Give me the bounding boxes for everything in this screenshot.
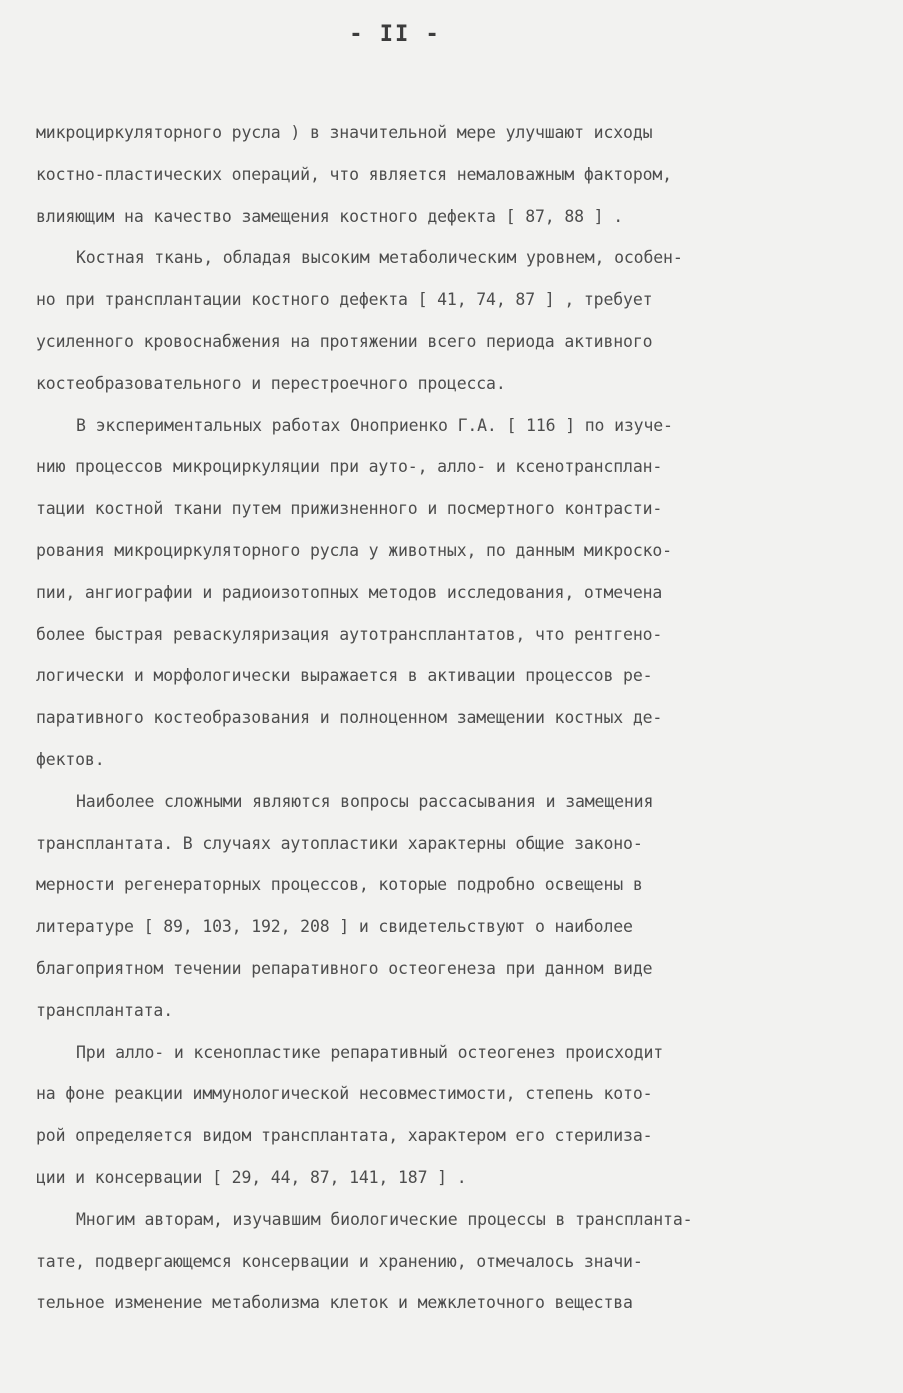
text-line: литературе [ 89, 103, 192, 208 ] и свидетельствуют о наиболее — [36, 917, 633, 937]
text-line: рой определяется видом трансплантата, характером его стерилиза- — [36, 1126, 653, 1146]
text-line: тации костной ткани путем прижизненного и посмертного контрасти- — [36, 499, 663, 519]
text-line: но при трансплантации костного дефекта [ 41, 74, 87 ] , требует — [36, 290, 653, 310]
paragraph-first-line: Костная ткань, обладая высоким метаболическим уровнем, особен- — [76, 248, 683, 268]
text-line: благоприятном течении репаративного остеогенеза при данном виде — [36, 958, 653, 978]
text-line: ции и консервации [ 29, 44, 87, 141, 187 ] . — [36, 1167, 467, 1187]
paragraph-first-line: При алло- и ксенопластике репаративный остеогенез происходит — [76, 1042, 664, 1062]
text-line: усиленного кровоснабжения на протяжении всего периода активного — [36, 331, 653, 351]
text-line: тельное изменение метаболизма клеток и межклеточного вещества — [36, 1293, 633, 1313]
body-text — [36, 112, 876, 1324]
text-line: костеобразовательного и перестроечного процесса. — [36, 373, 506, 393]
text-line: паративного костеобразования и полноценном замещении костных де- — [36, 708, 663, 728]
paragraph-first-line: В экспериментальных работах Оноприенко Г.А. [ 116 ] по изуче- — [76, 415, 673, 435]
page-number: - II - — [349, 22, 441, 47]
paragraph-first-line: Многим авторам, изучавшим биологические процессы в транспланта- — [76, 1209, 693, 1229]
text-line: логически и морфологически выражается в активации процессов ре- — [36, 666, 653, 686]
paragraph-first-line: Наиболее сложными являются вопросы рассасывания и замещения — [76, 791, 654, 811]
text-line: микроциркуляторного русла ) в значительной мере улучшают исходы — [36, 123, 653, 142]
text-line: более быстрая реваскуляризация аутотрансплантатов, что рентгено- — [36, 624, 663, 644]
text-line: трансплантата. В случаях аутопластики характерны общие законо- — [36, 833, 643, 853]
text-line: нию процессов микроциркуляции при ауто-, алло- и ксенотрансплан- — [36, 457, 663, 477]
text-line: мерности регенераторных процессов, которые подробно освещены в — [36, 875, 643, 895]
text-line: трансплантата. — [36, 1000, 173, 1020]
text-line: рования микроциркуляторного русла у животных, по данным микроско- — [36, 540, 672, 560]
text-line: влияющим на качество замещения костного дефекта [ 87, 88 ] . — [36, 206, 624, 226]
text-line: на фоне реакции иммунологической несовместимости, степень кото- — [36, 1084, 653, 1104]
text-line: костно-пластических операций, что является немаловажным фактором, — [36, 164, 672, 184]
text-line: пии, ангиографии и радиоизотопных методов исследования, отмечена — [36, 582, 663, 602]
text-line: тате, подвергающемся консервации и хранению, отмечалось значи- — [36, 1251, 643, 1271]
text-line: фектов. — [36, 749, 105, 769]
